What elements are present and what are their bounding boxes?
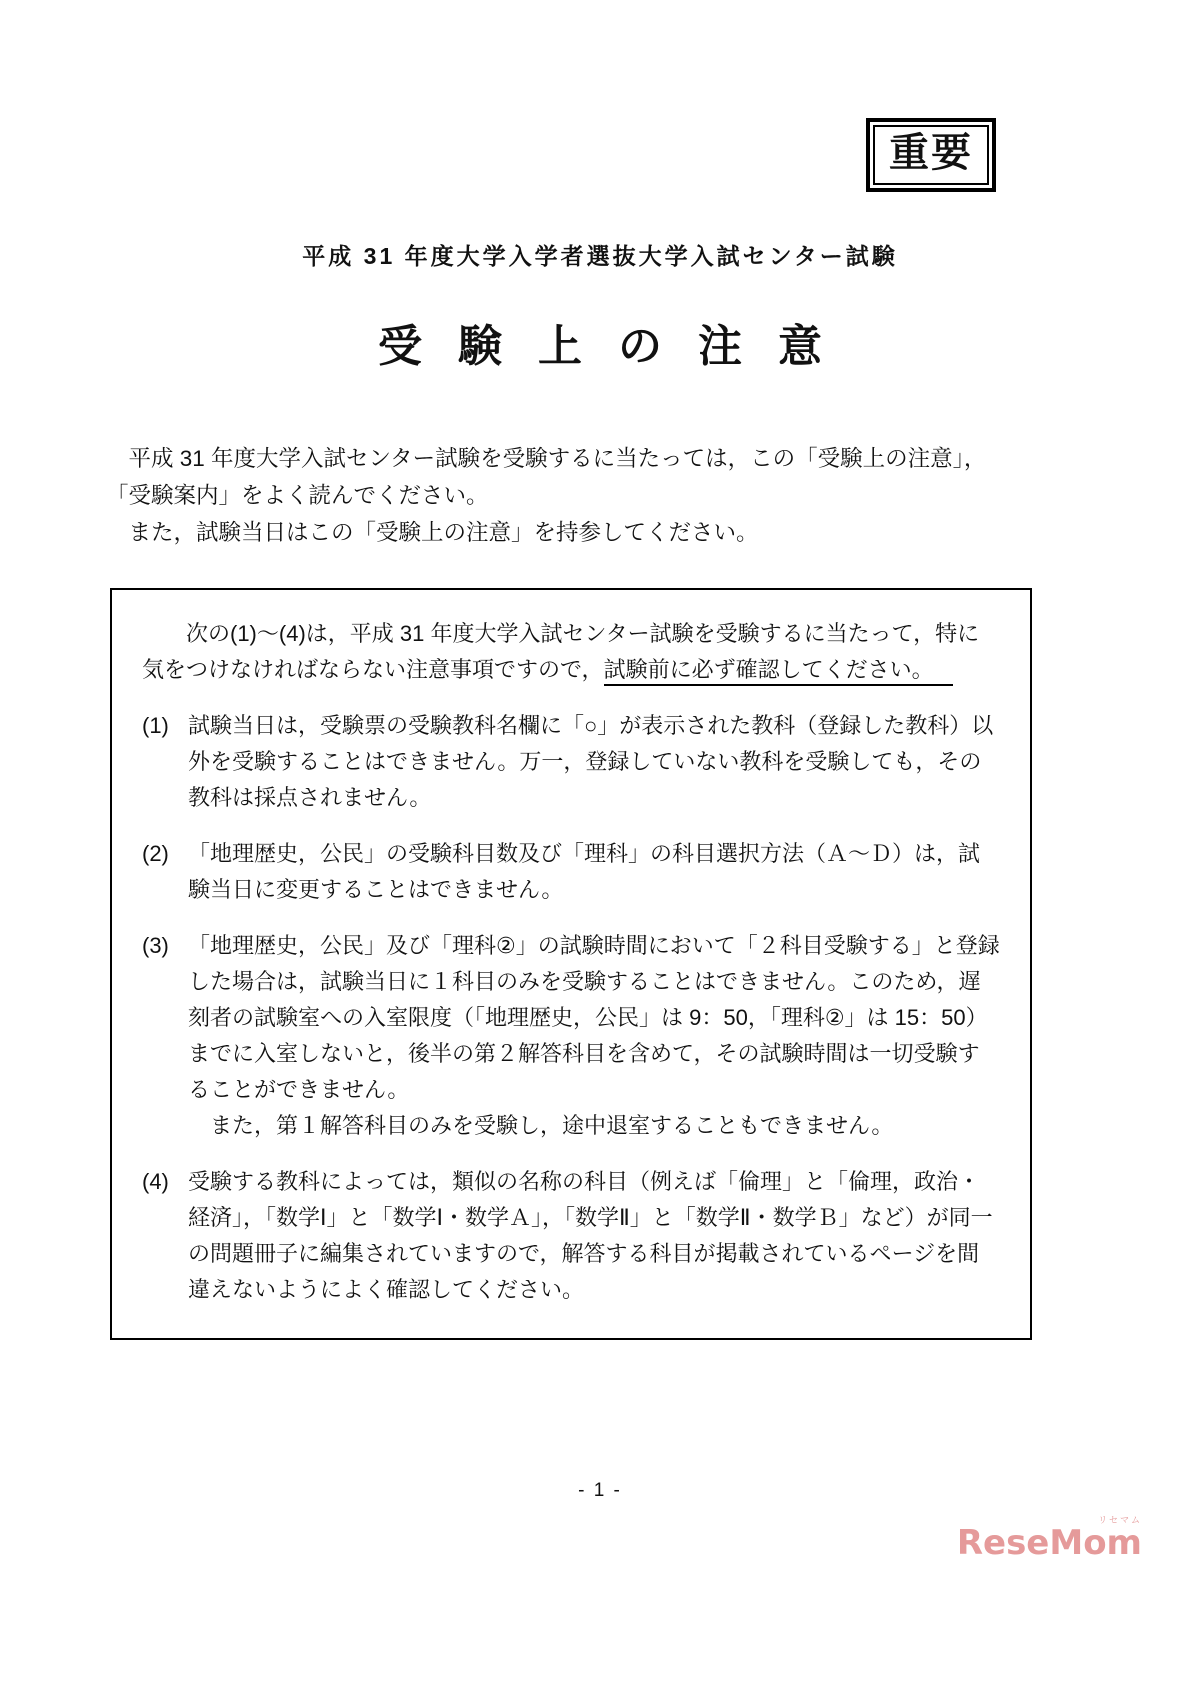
page-title-text: 受験上の注意 [378,322,858,371]
notice-box [110,588,1032,1340]
page-title [0,310,1200,374]
notice-item-4-body [188,1164,1000,1308]
notice-item-2-body [188,836,1000,908]
notice-item-4-text: 受験する教科によっては，類似の名称の科目（例えば「倫理」と「倫理，政治・経済」，「数学Ⅰ」と「数学Ⅰ・数学Ａ」，「数学Ⅱ」と「数学Ⅱ・数学Ｂ」など）が同一の問題冊子に編集されていますので，解答する科目が掲載されているページを間違えないようによく確認してください。 [188,1169,993,1302]
resemom-logo-small-text: リセマム [1098,1515,1142,1525]
notice-item-4-number: (4) [142,1169,169,1194]
important-badge-label: 重要 [873,125,989,185]
notice-item-1-body [188,708,1000,816]
notice-item-1 [142,708,1000,816]
notice-item-2-number: (2) [142,841,169,866]
notice-item-4 [142,1164,1000,1308]
important-badge [866,118,996,192]
page-number: - 1 - [578,1480,622,1501]
notice-item-3-body [188,928,1000,1144]
notice-lead [142,616,1000,688]
notice-item-3-text: 「地理歴史，公民」及び「理科②」の試験時間において「２科目受験する」と登録した場合は，試験当日に１科目のみを受験することはできません。このため，遅刻者の試験室への入室限度（「地理歴史，公民」は 9：50，「理科②」は 15：50）までに入室しないと，後半の第２解答科目を含めて，その試験時間は一切受験することができません。 [188,933,1000,1102]
notice-item-2-text: 「地理歴史，公民」の受験科目数及び「理科」の科目選択方法（Ａ～Ｄ）は，試験当日に変更することはできません。 [188,841,981,902]
notice-lead-underlined: 試験前に必ず確認してください。 [604,657,954,686]
notice-item-3-text-continued: また，第１解答科目のみを受験し，途中退室することもできません。 [210,1113,894,1138]
notice-item-1-text: 試験当日は，受験票の受験教科名欄に「○」が表示された教科（登録した教科）以外を受験することはできません。万一，登録していない教科を受験しても，その教科は採点されません。 [188,713,994,810]
resemom-logo [956,1515,1142,1563]
intro-paragraph [106,440,1098,551]
resemom-logo-wordmark: ReseMom [956,1523,1142,1563]
intro-line-1: 平成 31 年度大学入試センター試験を受験するに当たっては，この「受験上の注意」， [128,446,987,471]
notice-item-1-number: (1) [142,713,169,738]
notice-item-2 [142,836,1000,908]
notice-lead-text: 次の(1)～(4)は，平成 31 年度大学入試センター試験を受験するに当たって，特に気をつけなければならない注意事項ですので， [142,621,980,682]
notice-item-3-number: (3) [142,933,169,958]
intro-line-2: 「受験案内」をよく読んでください。 [106,483,489,508]
intro-line-3: また，試験当日はこの「受験上の注意」を持参してください。 [128,520,759,545]
notice-item-3 [142,928,1000,1144]
exam-subtitle: 平成 31 年度大学入学者選抜大学入試センター試験 [302,243,898,269]
